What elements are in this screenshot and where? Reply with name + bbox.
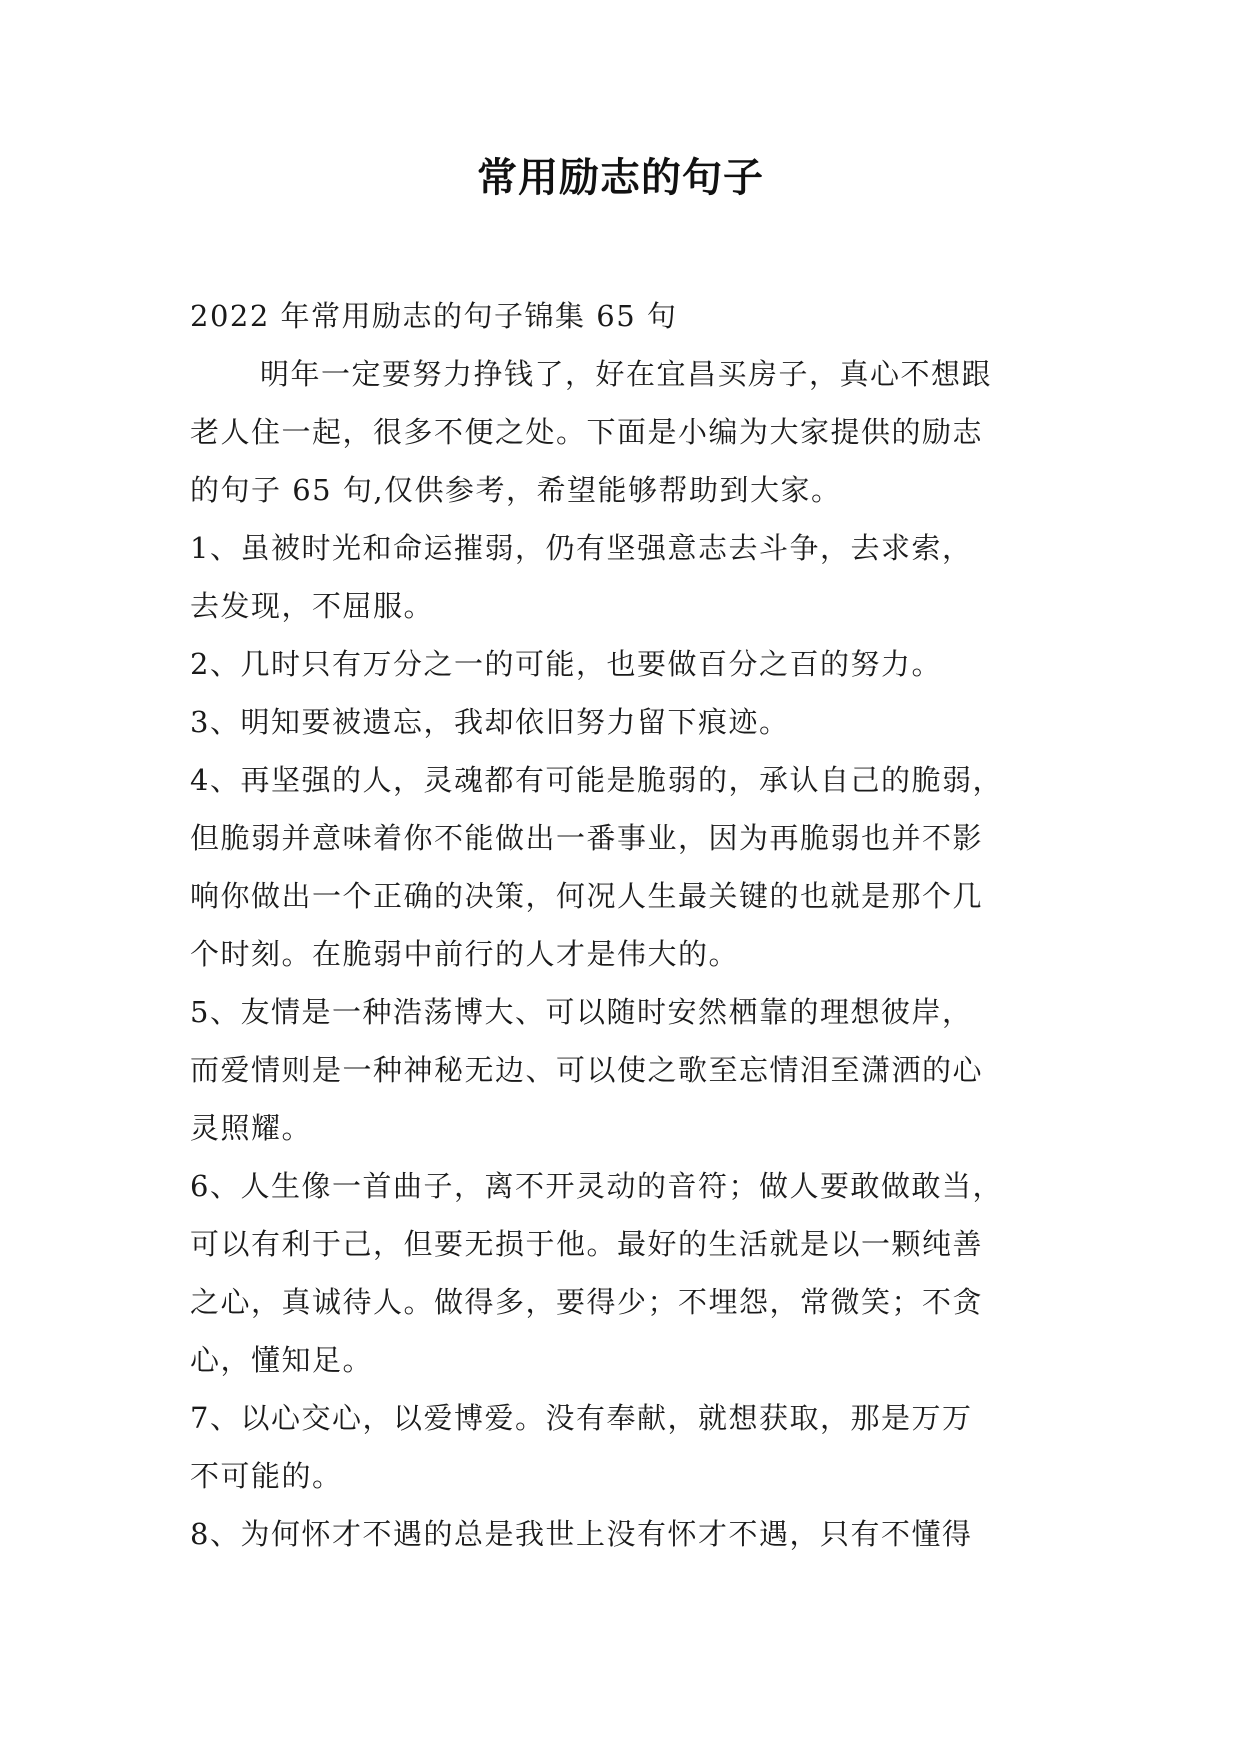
- intro-paragraph-line: 的句子 65 句,仅供参考，希望能够帮助到大家。: [190, 473, 842, 507]
- subtitle-line: 2022 年常用励志的句子锦集 65 句: [190, 299, 678, 333]
- quote-5-line: 而爱情则是一种神秘无边、可以使之歌至忘情泪至潇洒的心: [190, 1053, 984, 1087]
- quote-4-line: 响你做出一个正确的决策，何况人生最关键的也就是那个几: [190, 879, 984, 913]
- quote-6-line: 之心，真诚待人。做得多，要得少；不埋怨，常微笑；不贪: [190, 1285, 984, 1319]
- document-body: [190, 287, 1056, 1563]
- intro-paragraph-line: 老人住一起，很多不便之处。下面是小编为大家提供的励志: [190, 415, 984, 449]
- document-title: 常用励志的句子: [477, 154, 764, 201]
- quote-1-line: 1、虽被时光和命运摧弱，仍有坚强意志去斗争，去求索，: [190, 531, 973, 565]
- quote-4-line: 个时刻。在脆弱中前行的人才是伟大的。: [190, 937, 740, 971]
- quote-4-line: 但脆弱并意味着你不能做出一番事业，因为再脆弱也并不影: [190, 821, 984, 855]
- quote-2-line: 2、几时只有万分之一的可能，也要做百分之百的努力。: [190, 647, 942, 681]
- quote-8-line: 8、为何怀才不遇的总是我世上没有怀才不遇，只有不懂得: [190, 1517, 973, 1551]
- quote-7-line: 不可能的。: [190, 1459, 343, 1493]
- quote-5-line: 5、友情是一种浩荡博大、可以随时安然栖靠的理想彼岸，: [190, 995, 973, 1029]
- quote-4-line: 4、再坚强的人，灵魂都有可能是脆弱的，承认自己的脆弱，: [190, 763, 1003, 797]
- quote-6-line: 心，懂知足。: [190, 1343, 374, 1377]
- quote-7-line: 7、以心交心，以爱博爱。没有奉献，就想获取，那是万万: [190, 1401, 973, 1435]
- intro-paragraph-line: 明年一定要努力挣钱了，好在宜昌买房子，真心不想跟: [260, 357, 993, 391]
- quote-6-line: 6、人生像一首曲子，离不开灵动的音符；做人要敢做敢当，: [190, 1169, 1003, 1203]
- quote-1-line: 去发现，不屈服。: [190, 589, 435, 623]
- quote-5-line: 灵照耀。: [190, 1111, 313, 1145]
- quote-3-line: 3、明知要被遗忘，我却依旧努力留下痕迹。: [190, 705, 790, 739]
- quote-6-line: 可以有利于己，但要无损于他。最好的生活就是以一颗纯善: [190, 1227, 984, 1261]
